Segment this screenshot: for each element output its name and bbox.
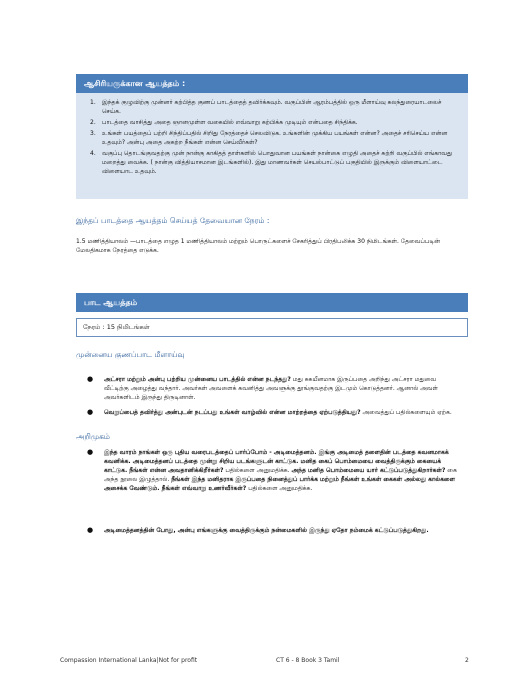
question-text: இந்த வாரம் நாங்கள் ஒரு புதிய வரைபடத்தைப் பார்ப்போம் - அடிமைத்தனம். இங்கு அடிமைத் தளைதின் படத்தை கவனமாகக் கவனிக்க. அடிமைத்தனப் படத்தை மூன்று சிறிய படங்களுடன் காட்டுக. மனித கைப் பொம்மையை வைத்திருக்கும் கையைக் காட்டுக. நீங்கள் என்ன அவதானிக்கிறீர்கள்? bbox=[104, 449, 449, 474]
list-item bbox=[87, 375, 458, 402]
item-number: 2. bbox=[90, 119, 96, 126]
answer-text: அவைத்துப் பதில்களையும் ஏற்க. bbox=[360, 409, 452, 416]
prep-time-text: 1.5 மணித்தியாலம் —பாடத்தை எழுத 1 மணித்தியாலம் மற்றும் பொருட்களைச் சேகரித்துப் பிரதிபலிக்க 30 நிமிடங்கள். தேவைப்படின் மேலதிகமாக நேரத்தை எடுக்க. bbox=[76, 238, 440, 254]
list-item bbox=[90, 118, 460, 127]
item-number: 3. bbox=[90, 130, 96, 137]
item-number: 4. bbox=[90, 150, 96, 157]
bullet-icon: ● bbox=[87, 375, 94, 383]
item-text: உங்கள் பயத்தைப் பற்றி சிந்திப்பதில் சிறிது நேரத்தைச் செலவிடுக. உங்களின் முக்கிய பயங்கள் என்ன? அதைச் சரிசெய்ய என்ன உதவும்? அன்பு அதை அகற்ற நீங்கள் என்ன செய்வீர்கள்? bbox=[102, 130, 448, 146]
answer-text: பதில்களை அனுமதிக்க. bbox=[223, 467, 292, 474]
question-text: வெறுப்பைத் தவிர்த்து அன்புடன் நடப்பது உங்கள் வாழ்வில் என்ன மாற்றத்தை ஏற்படுத்தியது? bbox=[104, 409, 361, 416]
list-item bbox=[87, 408, 458, 417]
bullet-icon: ● bbox=[87, 448, 94, 456]
footer-organization: Compassion International Lanka|Not for profit bbox=[60, 657, 198, 664]
question-text: அந்த மனித பொம்மையை யார் கட்டுப்படுத்துகிறார்கள்? bbox=[291, 467, 446, 474]
item-text: வகுப்பு தொடங்குவதற்கு முன் நான்கு காகிதத் தாள்களில் பொதுவான பயங்கள் நான்கை எழுதி அதைச் சுற்றி வகுப்பில் எங்காவது மறைத்து வைக்க. ( நான்கு வித்தியாசமான இடங்களில்). இது மாணவர்கள் செயல்பாட்டுப் பகுதியில் இருக்கும் விளையாட்டை விளையாட உதவும். bbox=[102, 150, 453, 175]
item-text: பாடத்தை வாசித்து அதை ஞானமுள்ள வகையில் எவ்வாறு கற்பிக்க முடியும் என்பதை சிந்திக்க. bbox=[102, 119, 358, 126]
question-text: அட்சரா மற்றும் அன்பு பற்றிய முன்னைய பாடத்தில் என்ன நடந்தது? bbox=[104, 376, 291, 383]
review-heading: முன்னைய குணப்பாட மீளாய்வு bbox=[76, 350, 185, 359]
answer-text: கை அந்த நூலை இழுத்தால். bbox=[104, 467, 457, 483]
section-header-teacher-preparation: ஆசிரியருக்கான ஆயத்தம் : bbox=[76, 74, 468, 93]
list-item bbox=[87, 448, 458, 493]
page-number: 2 bbox=[465, 657, 469, 664]
list-item bbox=[90, 129, 460, 147]
item-number: 1. bbox=[90, 99, 96, 106]
bullet-icon: ● bbox=[87, 526, 94, 534]
question-text: நீங்கள் இந்த மனிதராக இருப்பதை நினைத்துப் பார்க்க மற்றும் நீங்கள் உங்கள் கைகள் அல்லது கால்களை அசைக்க வேண்டும். நீங்கள் எவ்வாறு உணர்வீர்கள்? bbox=[104, 476, 456, 492]
instruction-list bbox=[90, 98, 460, 178]
prep-time-heading: இந்தப் பாடத்தை ஆயத்தம் செய்யத் தேவையான நேரம் : bbox=[76, 216, 270, 225]
section-header-lesson-preparation: பாட ஆயத்தம் bbox=[76, 293, 468, 312]
footer-book-title: CT 6 - 8 Book 3 Tamil bbox=[276, 657, 340, 664]
list-item bbox=[87, 526, 458, 535]
answer-text: பதில்களை அனுமதிக்க. bbox=[246, 485, 313, 492]
list-item bbox=[90, 149, 460, 176]
answer-text: மது சுகயீனமாக இருப்பதை அறிந்து அட்சரா மதுவை வீட்டிற்கு அழைத்து வந்தார். அவர்கள் அவளைக் கவனித்து அவளுக்கு தூங்குவதற்கு இடமும் கொடுத்தனர். ஆனால் அவள் அவர்களிடம் இருந்து திருடினாள். bbox=[104, 376, 438, 401]
question-text: அடிமைத்தனத்தின் போது, அன்பு எங்களுக்கு வைத்திருக்கும் நன்மைகளில் இருந்து ஏதோ நம்மைக் கட்டுப்படுத்துகிறது. bbox=[104, 527, 429, 534]
bullet-icon: ● bbox=[87, 408, 94, 416]
item-text: இந்தக் குழுவிற்கு முன்னர் கற்பித்த குணப் பாடத்தைத் தவிர்க்கவும். வகுப்பின் ஆரம்பத்தில் ஒரு மீளாய்வு கலந்துரையாடலைச் செய்க. bbox=[102, 99, 442, 115]
lesson-time-box: நேரம் : 15 நிமிடங்கள் bbox=[76, 318, 468, 337]
introduction-heading: அறிமுகம் bbox=[76, 432, 110, 441]
list-item bbox=[90, 98, 460, 116]
